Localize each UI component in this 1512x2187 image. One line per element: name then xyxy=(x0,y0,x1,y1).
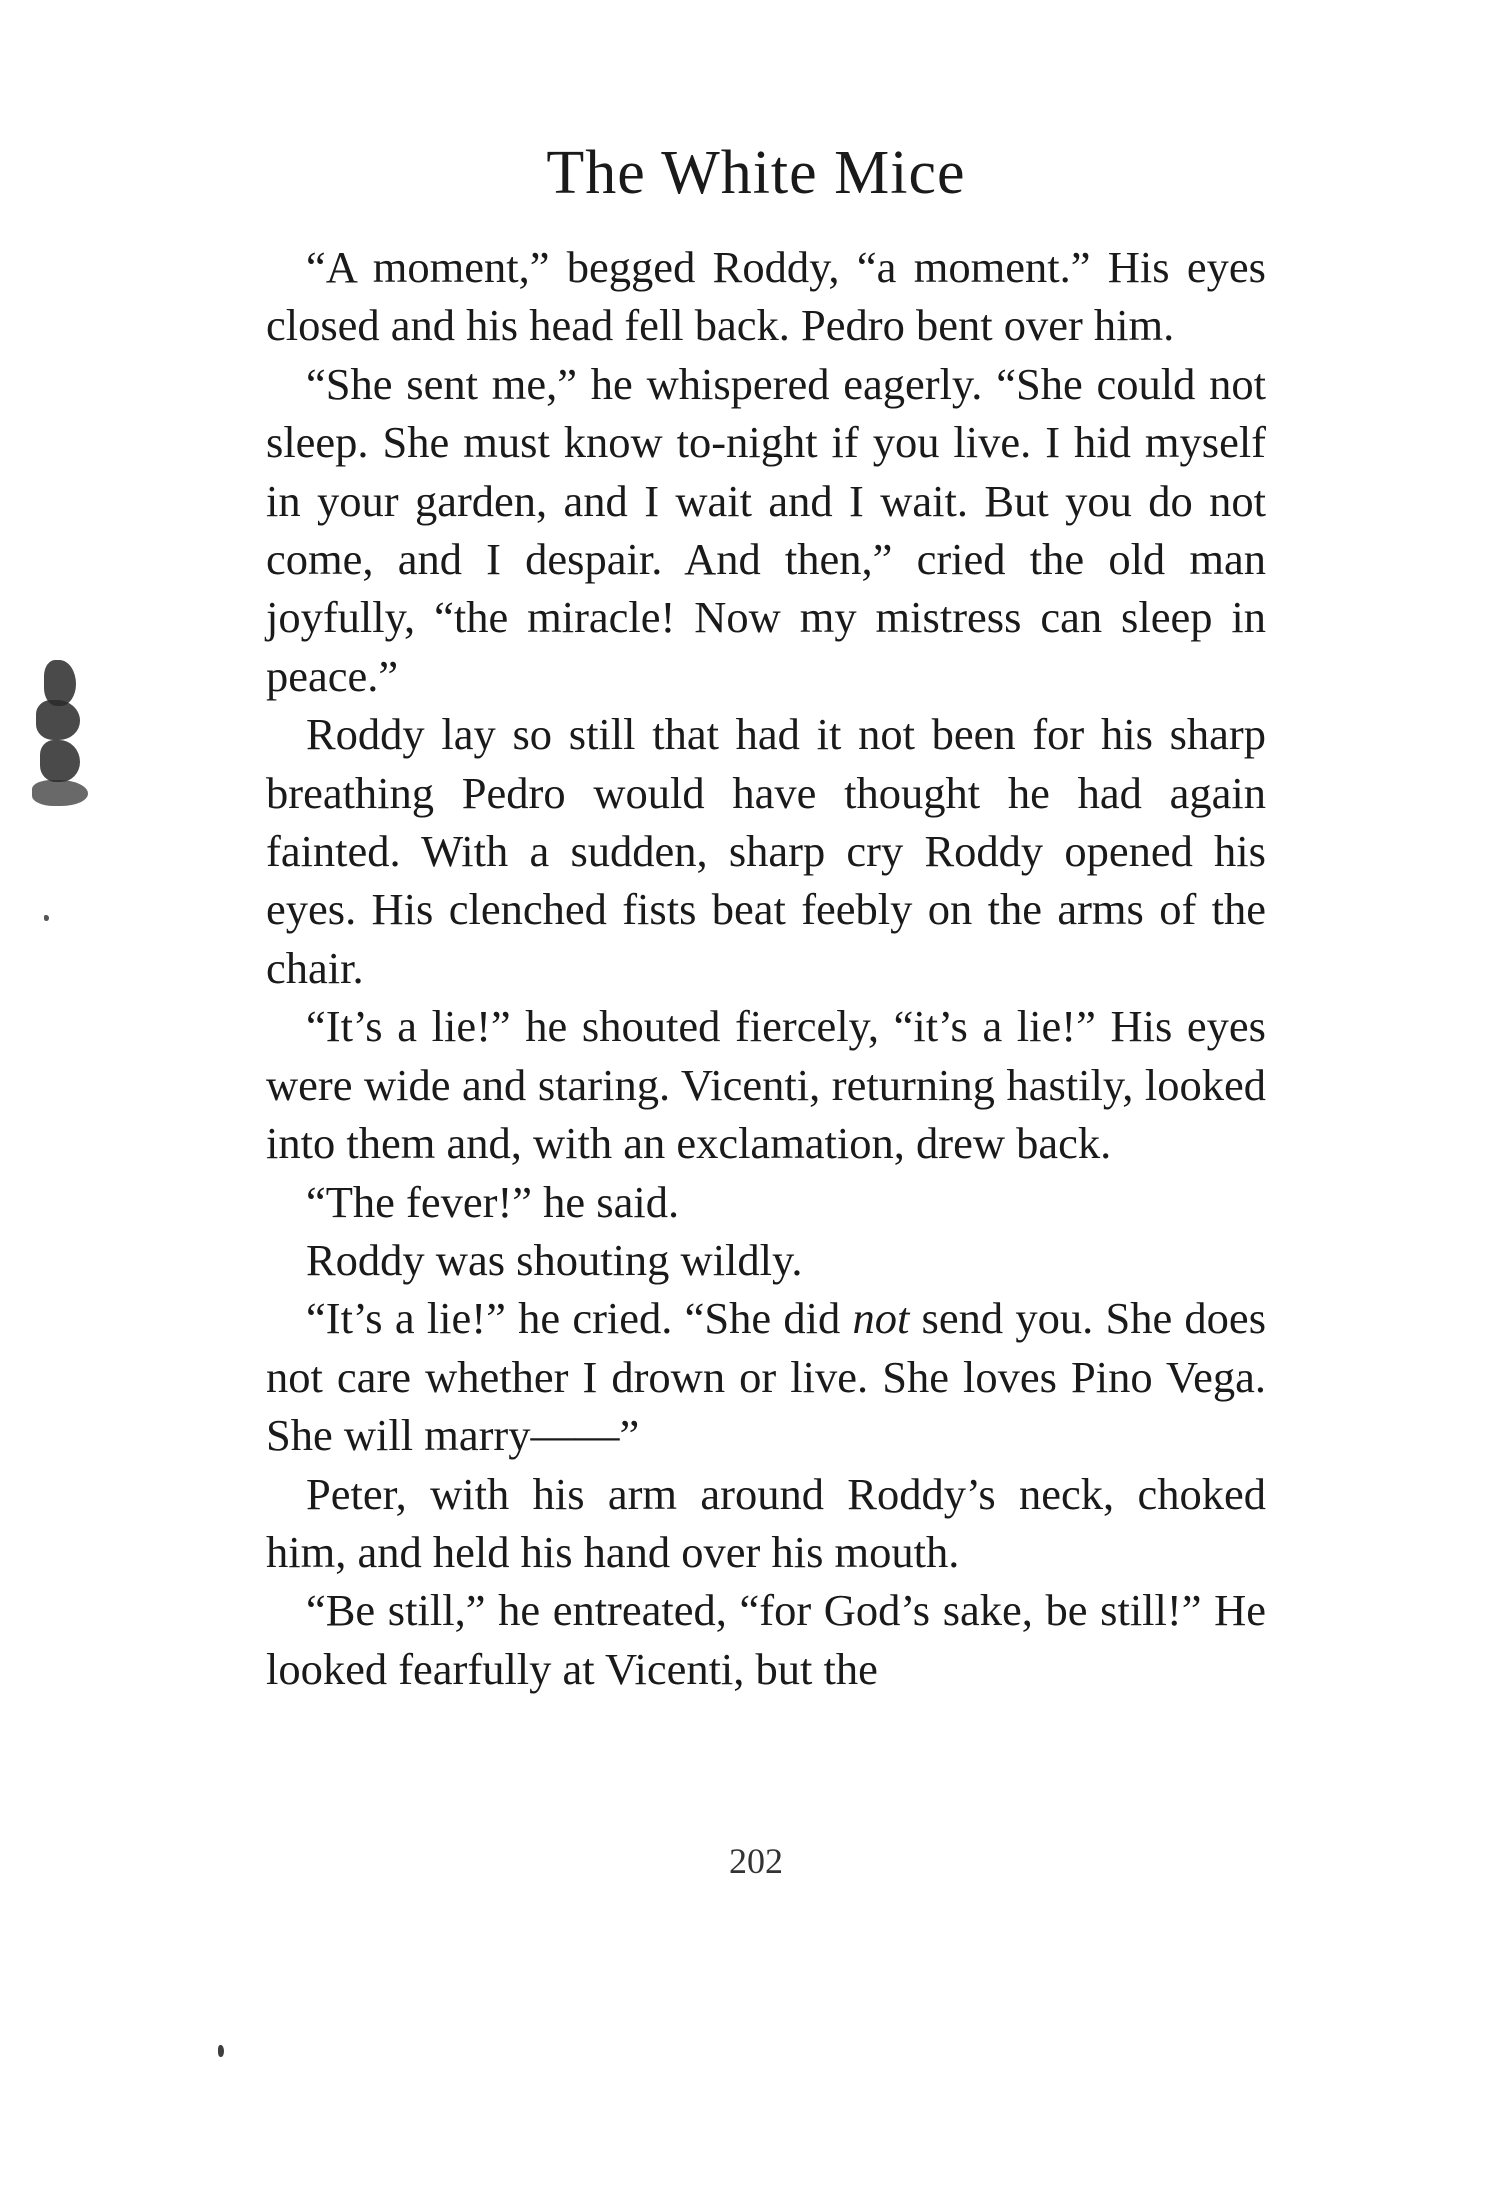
paragraph: “A moment,” begged Roddy, “a moment.” His eyes closed and his head fell back. Pedro bent over him. xyxy=(266,242,1266,351)
page-number: 202 xyxy=(729,1841,783,1881)
paragraph: “She sent me,” he whispered eagerly. “She could not sleep. She must know to-night if you live. I hid myself in your garden, and I wait and I wait. But you do not come, and I despair. And then,” cried the old man joyfully, “the miracle! Now my mistress can sleep in peace.” xyxy=(266,358,1266,701)
paragraph: Peter, with his arm around Roddy’s neck, choked him, and held his hand over his mouth. xyxy=(266,1468,1266,1577)
body-text xyxy=(266,238,1266,1698)
paragraph: “It’s a lie!” he shouted fiercely, “it’s a lie!” His eyes were wide and staring. Vicenti, returning hastily, looked into them and, with an exclamation, drew back. xyxy=(266,1001,1266,1169)
paragraph: “It’s a lie!” he cried. “She did not send you. She does not care whether I drown or live. She loves Pino Vega. She will marry——” xyxy=(266,1293,1267,1461)
running-head: The White Mice xyxy=(546,139,966,207)
paragraph: Roddy was shouting wildly. xyxy=(306,1234,803,1285)
paragraph: “Be still,” he entreated, “for God’s sake, be still!” He looked fearfully at Vicenti, but the xyxy=(266,1585,1266,1694)
emphasis-not: not xyxy=(852,1293,910,1344)
paragraph: “The fever!” he said. xyxy=(306,1176,680,1227)
paragraph: Roddy lay so still that had it not been for his sharp breathing Pedro would have thought he had again fainted. With a sudden, sharp cry Roddy opened his eyes. His clenched fists beat feebly on the arms of the chair. xyxy=(266,709,1266,993)
